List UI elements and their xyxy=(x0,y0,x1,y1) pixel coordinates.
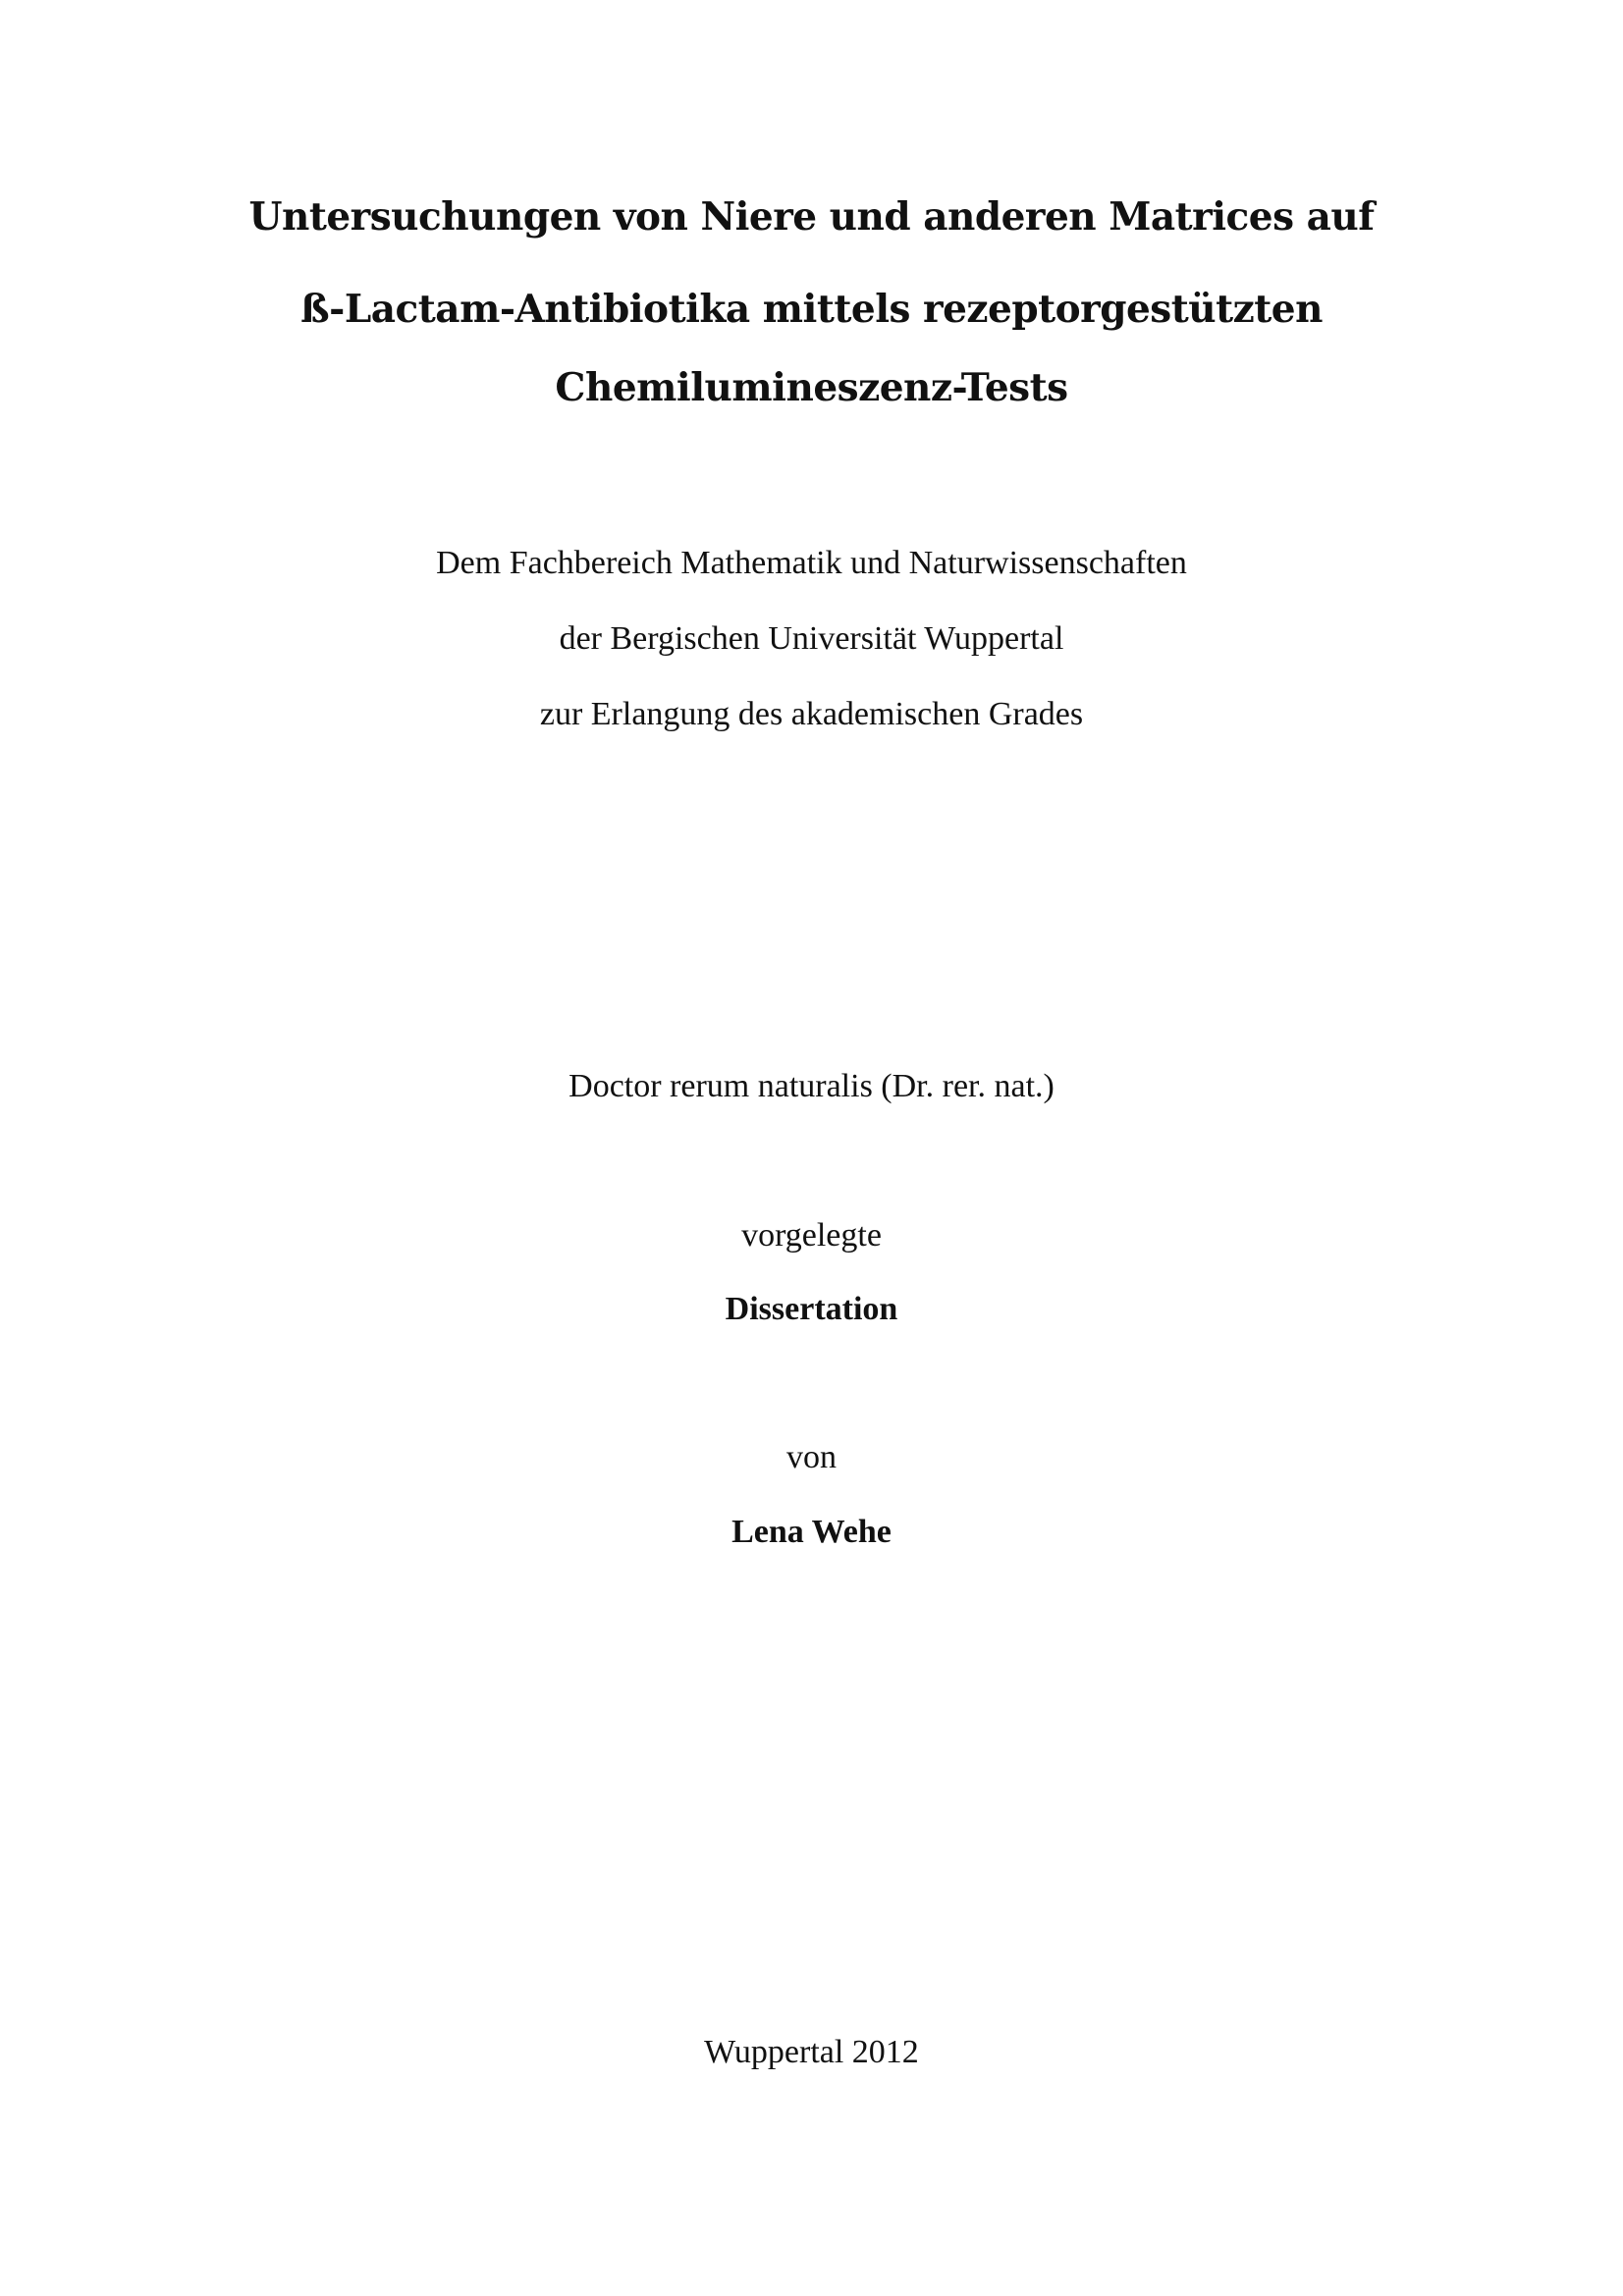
degree-name: Doctor rerum naturalis (Dr. rer. nat.) xyxy=(568,1068,1055,1104)
by-label: von xyxy=(786,1439,837,1475)
presented-label: vorgelegte xyxy=(741,1217,882,1254)
submission-line-3: zur Erlangung des akademischen Grades xyxy=(539,696,1084,732)
submission-line-1: Dem Fachbereich Mathematik und Naturwissenschaften xyxy=(436,545,1187,581)
author-name: Lena Wehe xyxy=(731,1514,892,1550)
thesis-title-line-3: Chemilumineszenz-Tests xyxy=(555,365,1068,410)
thesis-title-line-2: ß-Lactam-Antibiotika mittels rezeptorgestützten xyxy=(300,287,1323,332)
place-and-year: Wuppertal 2012 xyxy=(704,2034,919,2070)
thesis-title-line-1: Untersuchungen von Niere und anderen Matrices auf xyxy=(248,194,1375,240)
document-type: Dissertation xyxy=(725,1291,898,1327)
submission-line-2: der Bergischen Universität Wuppertal xyxy=(559,620,1064,657)
